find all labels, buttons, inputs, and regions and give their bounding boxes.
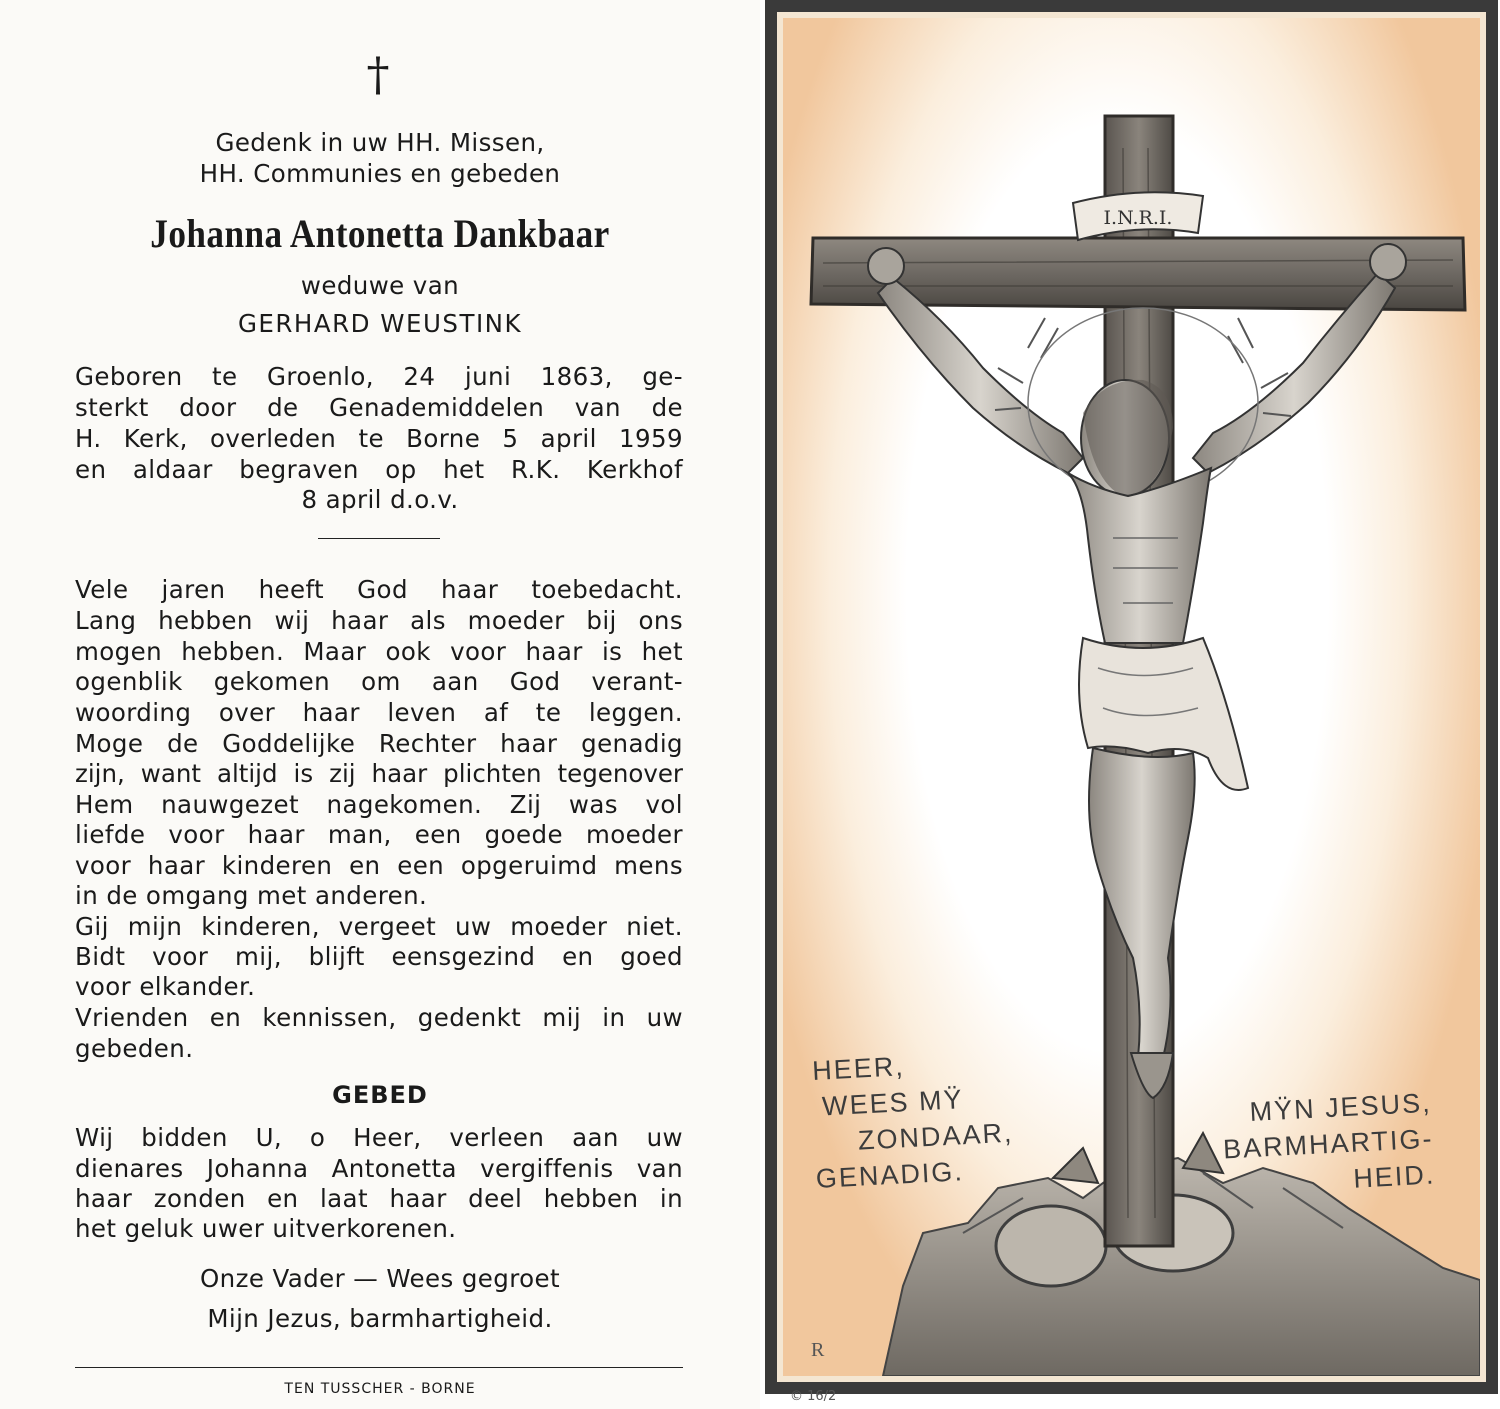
message-line: Vrienden en kennissen, gedenkt mij in uw [75, 1003, 683, 1032]
message-line: Bidt voor mij, blijft eensgezind en goed [75, 942, 683, 971]
message-line: in de omgang met anderen. [75, 881, 428, 910]
caption-left-line: GENADIG. [815, 1156, 965, 1194]
message-line: Lang hebben wij haar als moeder bij ons [75, 606, 683, 635]
message-line: mogen hebben. Maar ook voor haar is het [75, 637, 683, 666]
message-line: voor haar kinderen en een opgeruimd mens [75, 851, 683, 880]
torso [1068, 468, 1211, 643]
caption-left [801, 1043, 1016, 1198]
artist-signature: R [811, 1339, 825, 1361]
copyright-mark: © 16/2 [790, 1389, 837, 1404]
spouse-name: GERHARD WEUSTINK [237, 309, 523, 338]
prayer-line: het geluk uwer uitverkorenen. [75, 1214, 457, 1243]
deceased-name: Johanna Antonetta Dankbaar [150, 211, 610, 256]
caption-left-line: ZONDAAR, [857, 1117, 1015, 1156]
intro-line-2: HH. Communies en gebeden [199, 159, 561, 188]
message-line: zijn, want altijd is zij haar plichten tegenover [75, 759, 683, 788]
prayer-card-image-side [765, 0, 1498, 1394]
closing-invocation: Mijn Jezus, barmhartigheid. [207, 1304, 553, 1333]
printer-credit: TEN TUSSCHER - BORNE [284, 1381, 476, 1397]
message-line: woording over haar leven af te leggen. [75, 698, 683, 727]
prayer-line: dienares Johanna Antonetta vergiffenis van [75, 1154, 683, 1183]
bio-line: sterkt door de Genademiddelen van de [75, 393, 683, 422]
caption-right [1220, 1085, 1436, 1204]
message-line: ogenblik gekomen om aan God verant- [75, 667, 683, 696]
message-line: Vele jaren heeft God haar toebedacht. [75, 575, 683, 604]
inri-inscription: I.N.R.I. [1103, 207, 1173, 229]
prayer-heading: GEBED [332, 1081, 428, 1109]
prayer-line: Wij bidden U, o Heer, verleen aan uw [75, 1123, 683, 1152]
intro-line-1: Gedenk in uw HH. Missen, [215, 128, 545, 157]
crucifix-illustration-panel [783, 18, 1480, 1376]
message-line: Moge de Goddelijke Rechter haar genadig [75, 729, 683, 758]
prayer-line: haar zonden en laat haar deel hebben in [75, 1184, 683, 1213]
cross-icon: † [366, 47, 390, 101]
message-line: Gij mijn kinderen, vergeet uw moeder niet. [75, 912, 683, 941]
message-line: gebeden. [75, 1034, 194, 1063]
bio-line: 8 april d.o.v. [301, 485, 459, 514]
bio-line: Geboren te Groenlo, 24 juni 1863, ge- [75, 362, 683, 391]
bio-line: en aldaar begraven op het R.K. Kerkhof [75, 455, 683, 484]
widow-of-label: weduwe van [300, 271, 460, 300]
message-line: Hem nauwgezet nagekomen. Zij was vol [75, 790, 683, 819]
caption-right-line: HEID. [1352, 1159, 1437, 1194]
divider [318, 538, 440, 539]
caption-right-line: BARMHARTIG- [1222, 1123, 1435, 1165]
bio-line: H. Kerk, overleden te Borne 5 april 1959 [75, 424, 683, 453]
caption-left-line: WEES MŸ [821, 1084, 965, 1122]
message-line: liefde voor haar man, een goede moeder [75, 820, 683, 849]
caption-right-line: MŸN JESUS, [1248, 1087, 1433, 1128]
caption-left-line: HEER, [811, 1051, 906, 1086]
closing-prayers: Onze Vader — Wees gegroet [199, 1264, 561, 1293]
footer-rule [75, 1367, 683, 1368]
message-line: voor elkander. [75, 972, 256, 1001]
